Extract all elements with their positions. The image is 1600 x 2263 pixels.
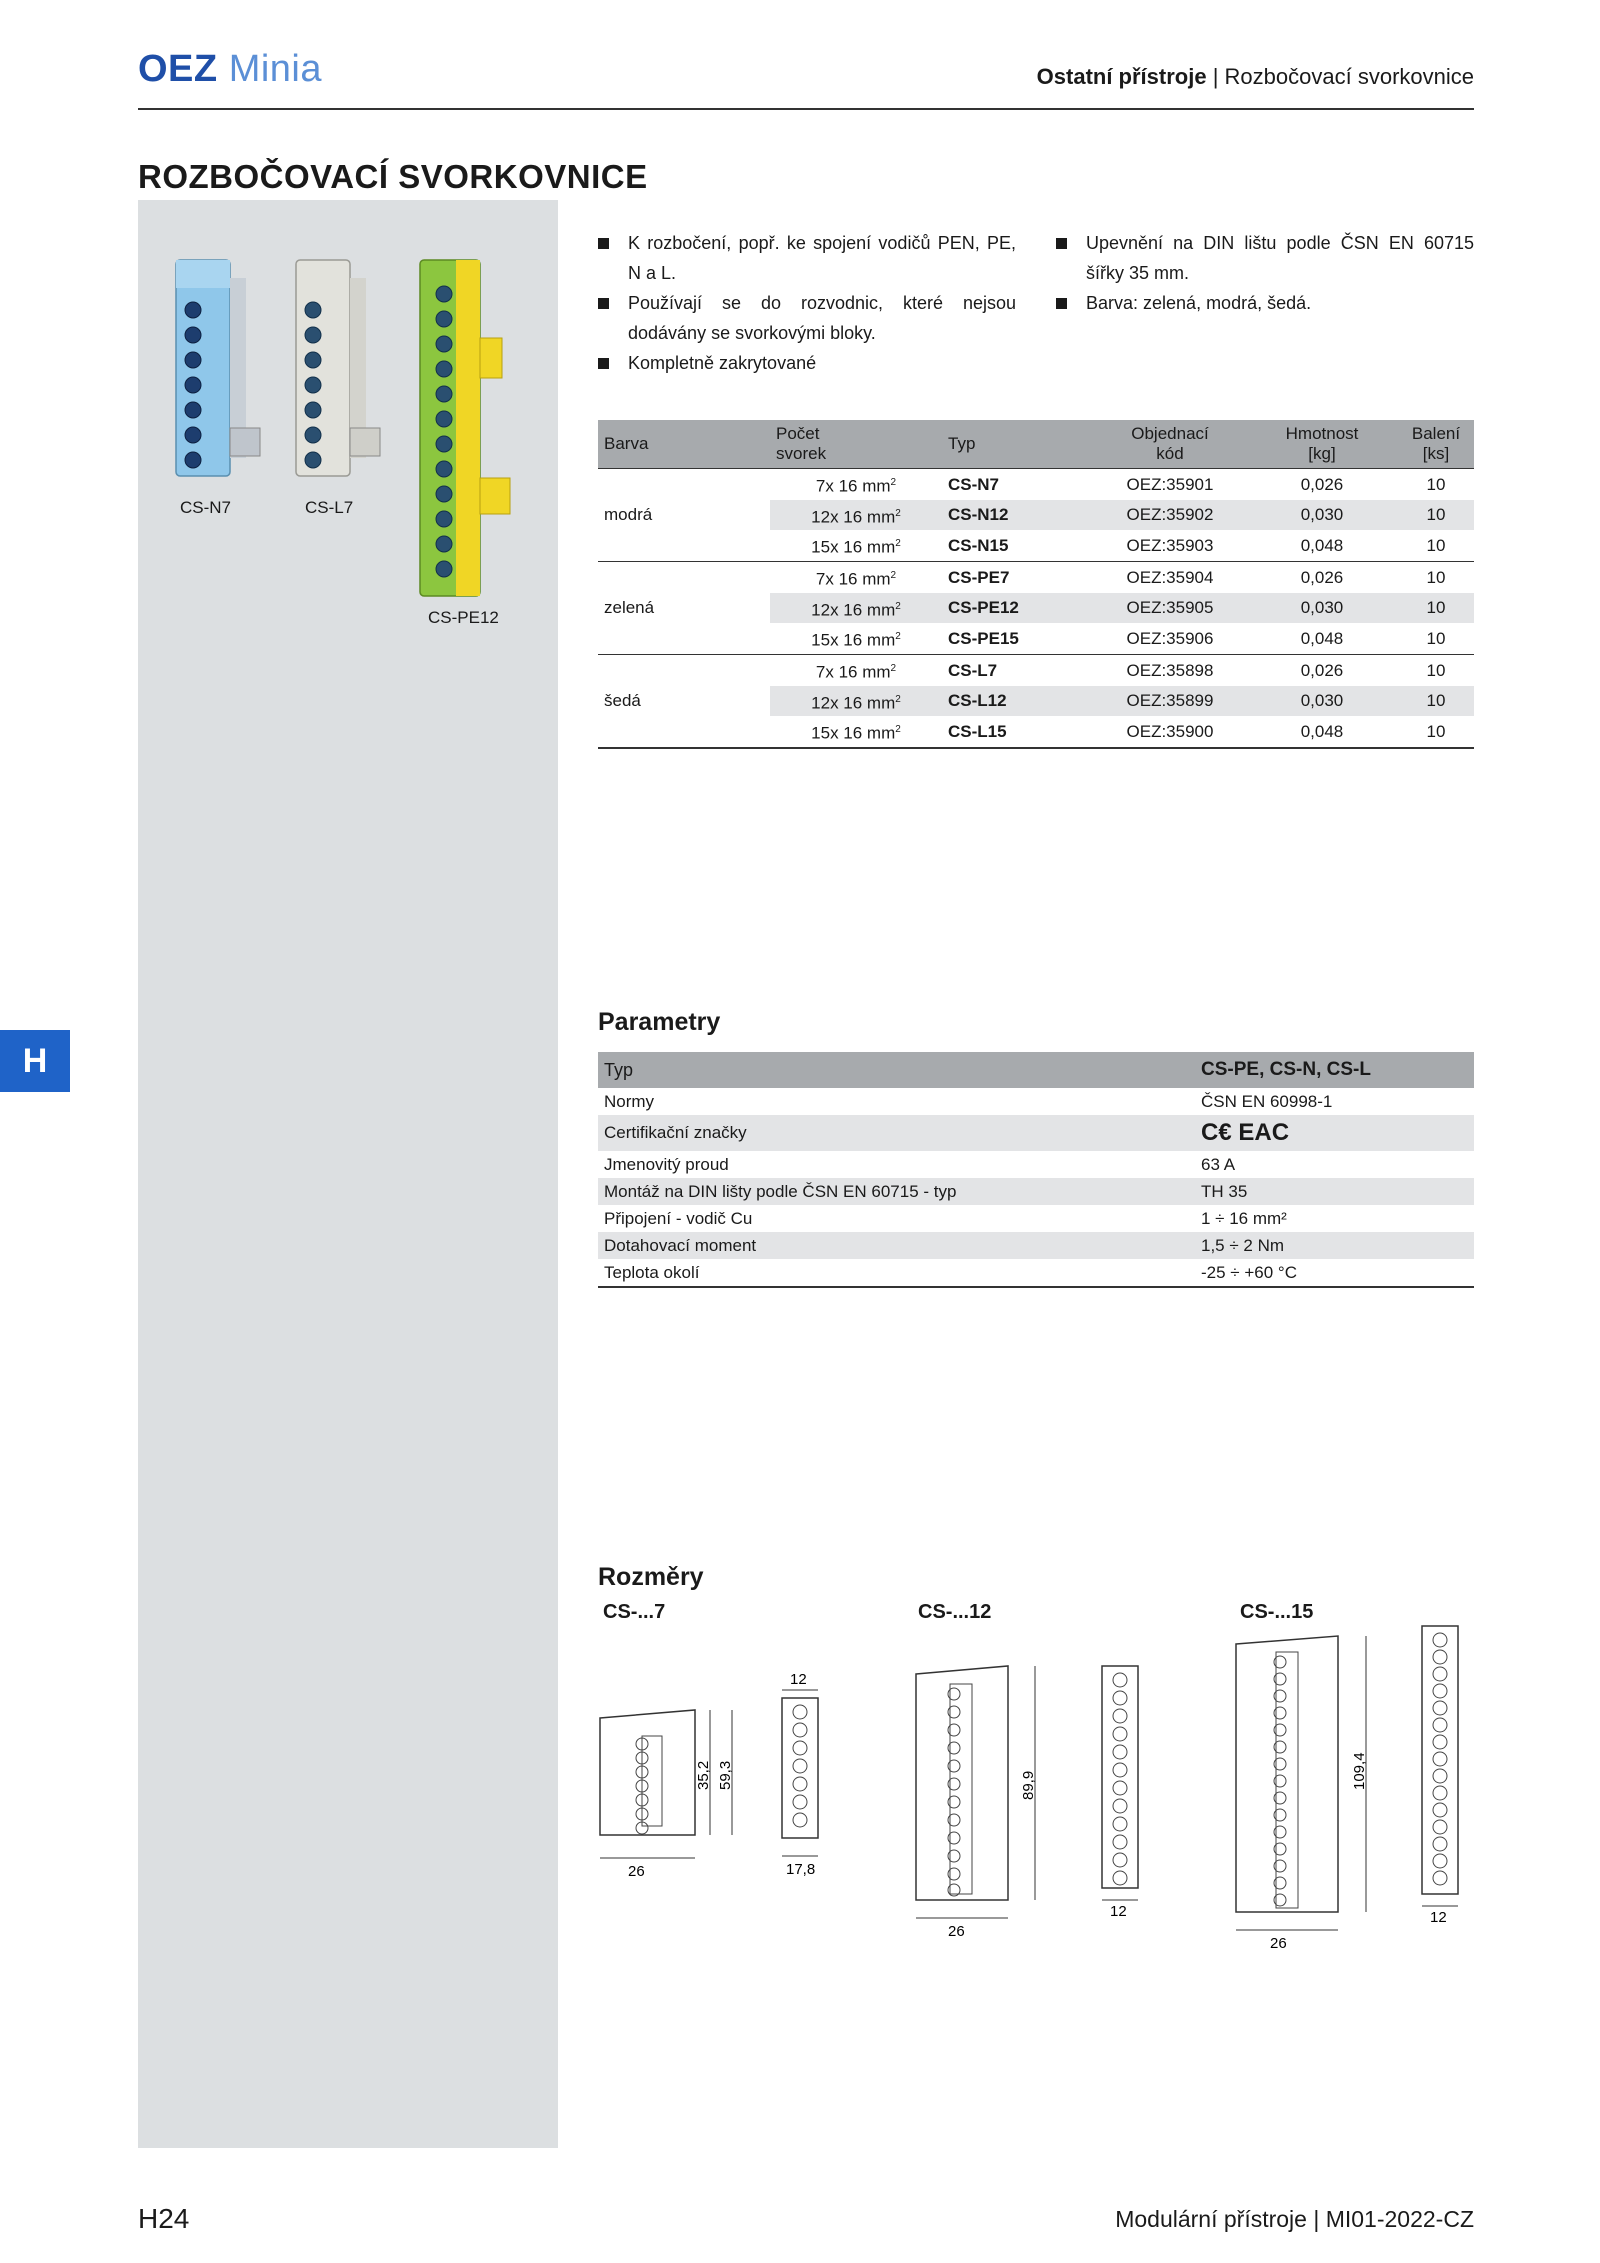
product-image-cs-pe12 <box>416 258 522 598</box>
unit-superscript: 2 <box>895 600 901 612</box>
cs-n7-body <box>176 260 230 476</box>
cell-color-text: šedá <box>604 691 641 711</box>
cell-type <box>942 686 1094 717</box>
cell-count-text: 7x 16 mm <box>815 476 891 496</box>
header-section-rest: Rozbočovací svorkovnice <box>1224 64 1474 89</box>
cell-color <box>598 469 770 500</box>
product-image-cs-n7 <box>170 258 265 480</box>
cell-type <box>942 561 1094 592</box>
header-section <box>1037 64 1474 90</box>
dim-h2: 59,3 <box>717 1760 734 1790</box>
cell-pack-text: 10 <box>1426 536 1446 556</box>
dim-width: 26 <box>948 1923 965 1940</box>
cell-count <box>770 530 942 561</box>
unit-superscript: 2 <box>890 569 897 581</box>
order-table-row <box>598 716 1474 748</box>
cell-color <box>598 561 770 592</box>
col-header: Hmotnost <box>1285 424 1359 443</box>
features-left <box>598 228 1016 378</box>
cell-pack-text: 10 <box>1426 629 1446 649</box>
cell-code-text: OEZ:35906 <box>1126 629 1214 649</box>
cell-code <box>1094 623 1246 654</box>
cell-code-text: OEZ:35899 <box>1126 691 1214 711</box>
col-header: Barva <box>604 434 649 453</box>
cell-weight-text: 0,026 <box>1300 660 1344 680</box>
header-section-bold: Ostatní přístroje <box>1036 64 1207 89</box>
col-header: Balení <box>1411 424 1461 443</box>
param-row <box>598 1205 1474 1232</box>
cell-pack <box>1398 623 1474 654</box>
feature-item: K rozbočení, popř. ke spojení vodičů PEN, PE, N a L. <box>598 228 1016 288</box>
dim-h: 89,9 <box>1020 1770 1037 1800</box>
product-label-cs-n7: CS-N7 <box>180 498 232 517</box>
header-rule <box>138 108 1474 110</box>
cell-type-text: CS-L15 <box>948 722 1007 742</box>
cell-count <box>770 686 942 717</box>
cell-weight-text: 0,048 <box>1300 536 1344 556</box>
cell-pack-text: 10 <box>1426 567 1446 587</box>
cell-weight-text: 0,026 <box>1300 474 1344 494</box>
dim-bottom: 17,8 <box>786 1861 816 1878</box>
cell-weight <box>1246 561 1398 592</box>
cell-count-text: 7x 16 mm <box>815 662 891 682</box>
dimension-drawing-7-front <box>770 1670 840 1880</box>
cell-code <box>1094 686 1246 717</box>
rozmery-title: Rozměry <box>598 1563 704 1591</box>
cell-pack <box>1398 593 1474 624</box>
unit-superscript: 2 <box>895 724 901 736</box>
param-row <box>598 1232 1474 1259</box>
cell-type-text: CS-PE12 <box>948 598 1019 618</box>
cell-code <box>1094 530 1246 561</box>
page-title: ROZBOČOVACÍ SVORKOVNICE <box>138 158 648 195</box>
feature-item: Barva: zelená, modrá, šedá. <box>1056 288 1474 318</box>
cell-count-text: 15x 16 mm <box>811 537 896 557</box>
cell-weight <box>1246 654 1398 685</box>
cell-weight-text: 0,030 <box>1300 505 1344 525</box>
cell-count <box>770 716 942 748</box>
order-table-row <box>598 561 1474 592</box>
cell-count <box>770 654 942 685</box>
param-row <box>598 1088 1474 1115</box>
cell-type-text: CS-PE15 <box>948 629 1019 649</box>
col-header: Objednací <box>1131 424 1209 443</box>
param-name: Připojení - vodič Cu <box>604 1208 753 1228</box>
footer-doc-a: Modulární přístroje <box>1115 2206 1307 2232</box>
cell-type <box>942 654 1094 685</box>
cell-code-text: OEZ:35898 <box>1126 660 1214 680</box>
cell-type <box>942 593 1094 624</box>
unit-superscript: 2 <box>890 662 897 674</box>
cell-color <box>598 593 770 624</box>
cell-weight <box>1246 593 1398 624</box>
cell-weight <box>1246 716 1398 748</box>
cell-weight <box>1246 530 1398 561</box>
param-header-value: CS-PE, CS-N, CS-L <box>1195 1052 1474 1088</box>
cell-weight <box>1246 469 1398 500</box>
param-value: -25 ÷ +60 °C <box>1195 1259 1474 1287</box>
cell-type <box>942 716 1094 748</box>
dim-h: 109,4 <box>1351 1752 1368 1790</box>
param-name: Normy <box>604 1091 655 1111</box>
cell-color <box>598 530 770 561</box>
order-table-row <box>598 469 1474 500</box>
cell-code <box>1094 654 1246 685</box>
order-table <box>598 420 1474 749</box>
cell-code-text: OEZ:35901 <box>1126 474 1214 494</box>
cell-pack-text: 10 <box>1426 474 1446 494</box>
cell-color <box>598 500 770 531</box>
col-header: [kg] <box>1308 444 1336 463</box>
param-row <box>598 1259 1474 1287</box>
brand-logo <box>138 48 322 91</box>
cell-count <box>770 623 942 654</box>
cell-pack <box>1398 686 1474 717</box>
cell-pack <box>1398 716 1474 748</box>
param-value: 1 ÷ 16 mm² <box>1201 1208 1287 1228</box>
param-name: Montáž na DIN lišty podle ČSN EN 60715 - typ <box>598 1178 1195 1205</box>
cell-type <box>942 623 1094 654</box>
cell-code <box>1094 561 1246 592</box>
cell-type <box>942 500 1094 531</box>
footer-doc-b: MI01-2022-CZ <box>1325 2206 1474 2232</box>
brand-oez: OEZ <box>138 48 218 90</box>
cell-pack-text: 10 <box>1426 691 1446 711</box>
parameters-table <box>598 1052 1474 1288</box>
cell-color <box>598 716 770 748</box>
dim-label-15: CS-...15 <box>1240 1601 1314 1623</box>
dimension-drawing-15-side <box>1230 1630 1380 1955</box>
cell-pack <box>1398 469 1474 500</box>
param-value: 63 A <box>1201 1154 1236 1174</box>
param-name: Certifikační značky <box>598 1115 1195 1151</box>
cell-pack <box>1398 654 1474 685</box>
cell-weight <box>1246 500 1398 531</box>
col-header: kód <box>1156 444 1184 463</box>
product-label-cs-l7: CS-L7 <box>305 498 354 517</box>
unit-superscript: 2 <box>890 477 897 488</box>
dim-h1: 35,2 <box>695 1760 712 1790</box>
cell-code <box>1094 500 1246 531</box>
order-table-row <box>598 500 1474 531</box>
param-name: Dotahovací moment <box>598 1232 1195 1259</box>
cell-count-text: 12x 16 mm <box>811 600 896 620</box>
cell-count <box>770 500 942 531</box>
cell-color-text: modrá <box>604 505 653 525</box>
param-header-type: Typ <box>598 1052 1195 1088</box>
cell-type-text: CS-N7 <box>948 474 1000 494</box>
order-table-row <box>598 623 1474 654</box>
cell-weight <box>1246 623 1398 654</box>
order-table-row <box>598 686 1474 717</box>
param-value: 1,5 ÷ 2 Nm <box>1195 1232 1474 1259</box>
cell-pack <box>1398 500 1474 531</box>
cell-pack <box>1398 561 1474 592</box>
param-row <box>598 1178 1474 1205</box>
cell-color <box>598 654 770 685</box>
cell-code <box>1094 716 1246 748</box>
cell-type-text: CS-N15 <box>948 536 1009 556</box>
cell-count-text: 15x 16 mm <box>811 630 896 650</box>
product-label-cs-pe12: CS-PE12 <box>428 608 499 627</box>
brand-minia: Minia <box>228 48 322 90</box>
cell-type-text: CS-PE7 <box>948 567 1010 587</box>
cell-pack-text: 10 <box>1426 722 1446 742</box>
dim-width: 26 <box>1270 1935 1287 1952</box>
cell-pack-text: 10 <box>1426 660 1446 680</box>
feature-item: Používají se do rozvodnic, které nejsou dodávány se svorkovými bloky. <box>598 288 1016 348</box>
feature-item: Upevnění na DIN lištu podle ČSN EN 60715 šířky 35 mm. <box>1056 228 1474 288</box>
col-header: Počet <box>776 424 820 443</box>
unit-superscript: 2 <box>895 631 901 643</box>
param-value: TH 35 <box>1195 1178 1474 1205</box>
param-value: C€ EAC <box>1195 1115 1474 1151</box>
cell-code-text: OEZ:35900 <box>1126 722 1214 742</box>
order-table-row <box>598 530 1474 561</box>
order-table-header <box>598 420 1474 469</box>
param-row <box>598 1115 1474 1151</box>
col-header: [ks] <box>1422 444 1450 463</box>
cell-color <box>598 686 770 717</box>
cell-weight <box>1246 686 1398 717</box>
unit-superscript: 2 <box>895 693 901 705</box>
cell-type-text: CS-L7 <box>948 660 998 680</box>
header-separator: | <box>1212 64 1219 89</box>
dimension-drawing-7-side <box>590 1700 750 1880</box>
order-table-row <box>598 593 1474 624</box>
page-number: H24 <box>138 2203 190 2234</box>
cell-count <box>770 593 942 624</box>
side-tab[interactable]: H <box>0 1030 70 1092</box>
param-name: Teplota okolí <box>598 1259 1195 1287</box>
dim-label-7: CS-...7 <box>603 1601 666 1623</box>
dim-bottom: 12 <box>1430 1909 1447 1926</box>
cell-count-text: 7x 16 mm <box>815 569 891 589</box>
cell-count <box>770 561 942 592</box>
dim-label-12: CS-...12 <box>918 1601 992 1623</box>
col-header: svorek <box>776 444 827 463</box>
dimension-drawing-12-side <box>910 1660 1060 1940</box>
dim-top: 12 <box>790 1671 807 1688</box>
cell-color <box>598 623 770 654</box>
dimension-drawing-12-front <box>1090 1660 1160 1922</box>
cell-type-text: CS-L12 <box>948 691 1007 711</box>
cell-code-text: OEZ:35902 <box>1126 505 1214 525</box>
footer-separator: | <box>1313 2206 1320 2232</box>
cell-pack-text: 10 <box>1426 505 1446 525</box>
param-header-row <box>598 1052 1474 1088</box>
cell-code <box>1094 469 1246 500</box>
dim-bottom: 12 <box>1110 1903 1127 1920</box>
col-header: Typ <box>948 434 976 453</box>
unit-superscript: 2 <box>895 507 901 519</box>
cell-weight-text: 0,030 <box>1300 598 1344 618</box>
cell-weight-text: 0,048 <box>1300 722 1344 742</box>
param-row <box>598 1151 1474 1178</box>
cell-weight-text: 0,030 <box>1300 691 1344 711</box>
param-name: Jmenovitý proud <box>604 1154 729 1174</box>
cell-count <box>770 469 942 500</box>
cell-code <box>1094 593 1246 624</box>
footer-doc <box>1115 2206 1474 2233</box>
cell-weight-text: 0,026 <box>1300 567 1344 587</box>
parametry-title: Parametry <box>598 1008 721 1036</box>
cell-weight-text: 0,048 <box>1300 629 1344 649</box>
param-value: ČSN EN 60998-1 <box>1201 1091 1333 1111</box>
cell-type <box>942 469 1094 500</box>
product-image-cs-l7 <box>290 258 390 480</box>
feature-item: Kompletně zakrytované <box>598 348 1016 378</box>
cell-count-text: 12x 16 mm <box>811 693 896 713</box>
cell-type <box>942 530 1094 561</box>
cell-count-text: 12x 16 mm <box>811 507 896 527</box>
cell-code-text: OEZ:35904 <box>1126 567 1214 587</box>
cell-pack-text: 10 <box>1426 598 1446 618</box>
cell-count-text: 15x 16 mm <box>811 723 896 743</box>
cell-code-text: OEZ:35903 <box>1126 536 1214 556</box>
cell-type-text: CS-N12 <box>948 505 1009 525</box>
cell-pack <box>1398 530 1474 561</box>
cell-color-text: zelená <box>604 598 655 618</box>
cs-l7-body <box>296 260 350 476</box>
cell-code-text: OEZ:35905 <box>1126 598 1214 618</box>
dimension-drawing-15-front <box>1410 1620 1480 1930</box>
unit-superscript: 2 <box>895 538 901 550</box>
order-table-row <box>598 654 1474 685</box>
dim-width: 26 <box>628 1863 645 1880</box>
features-right <box>1056 228 1474 318</box>
